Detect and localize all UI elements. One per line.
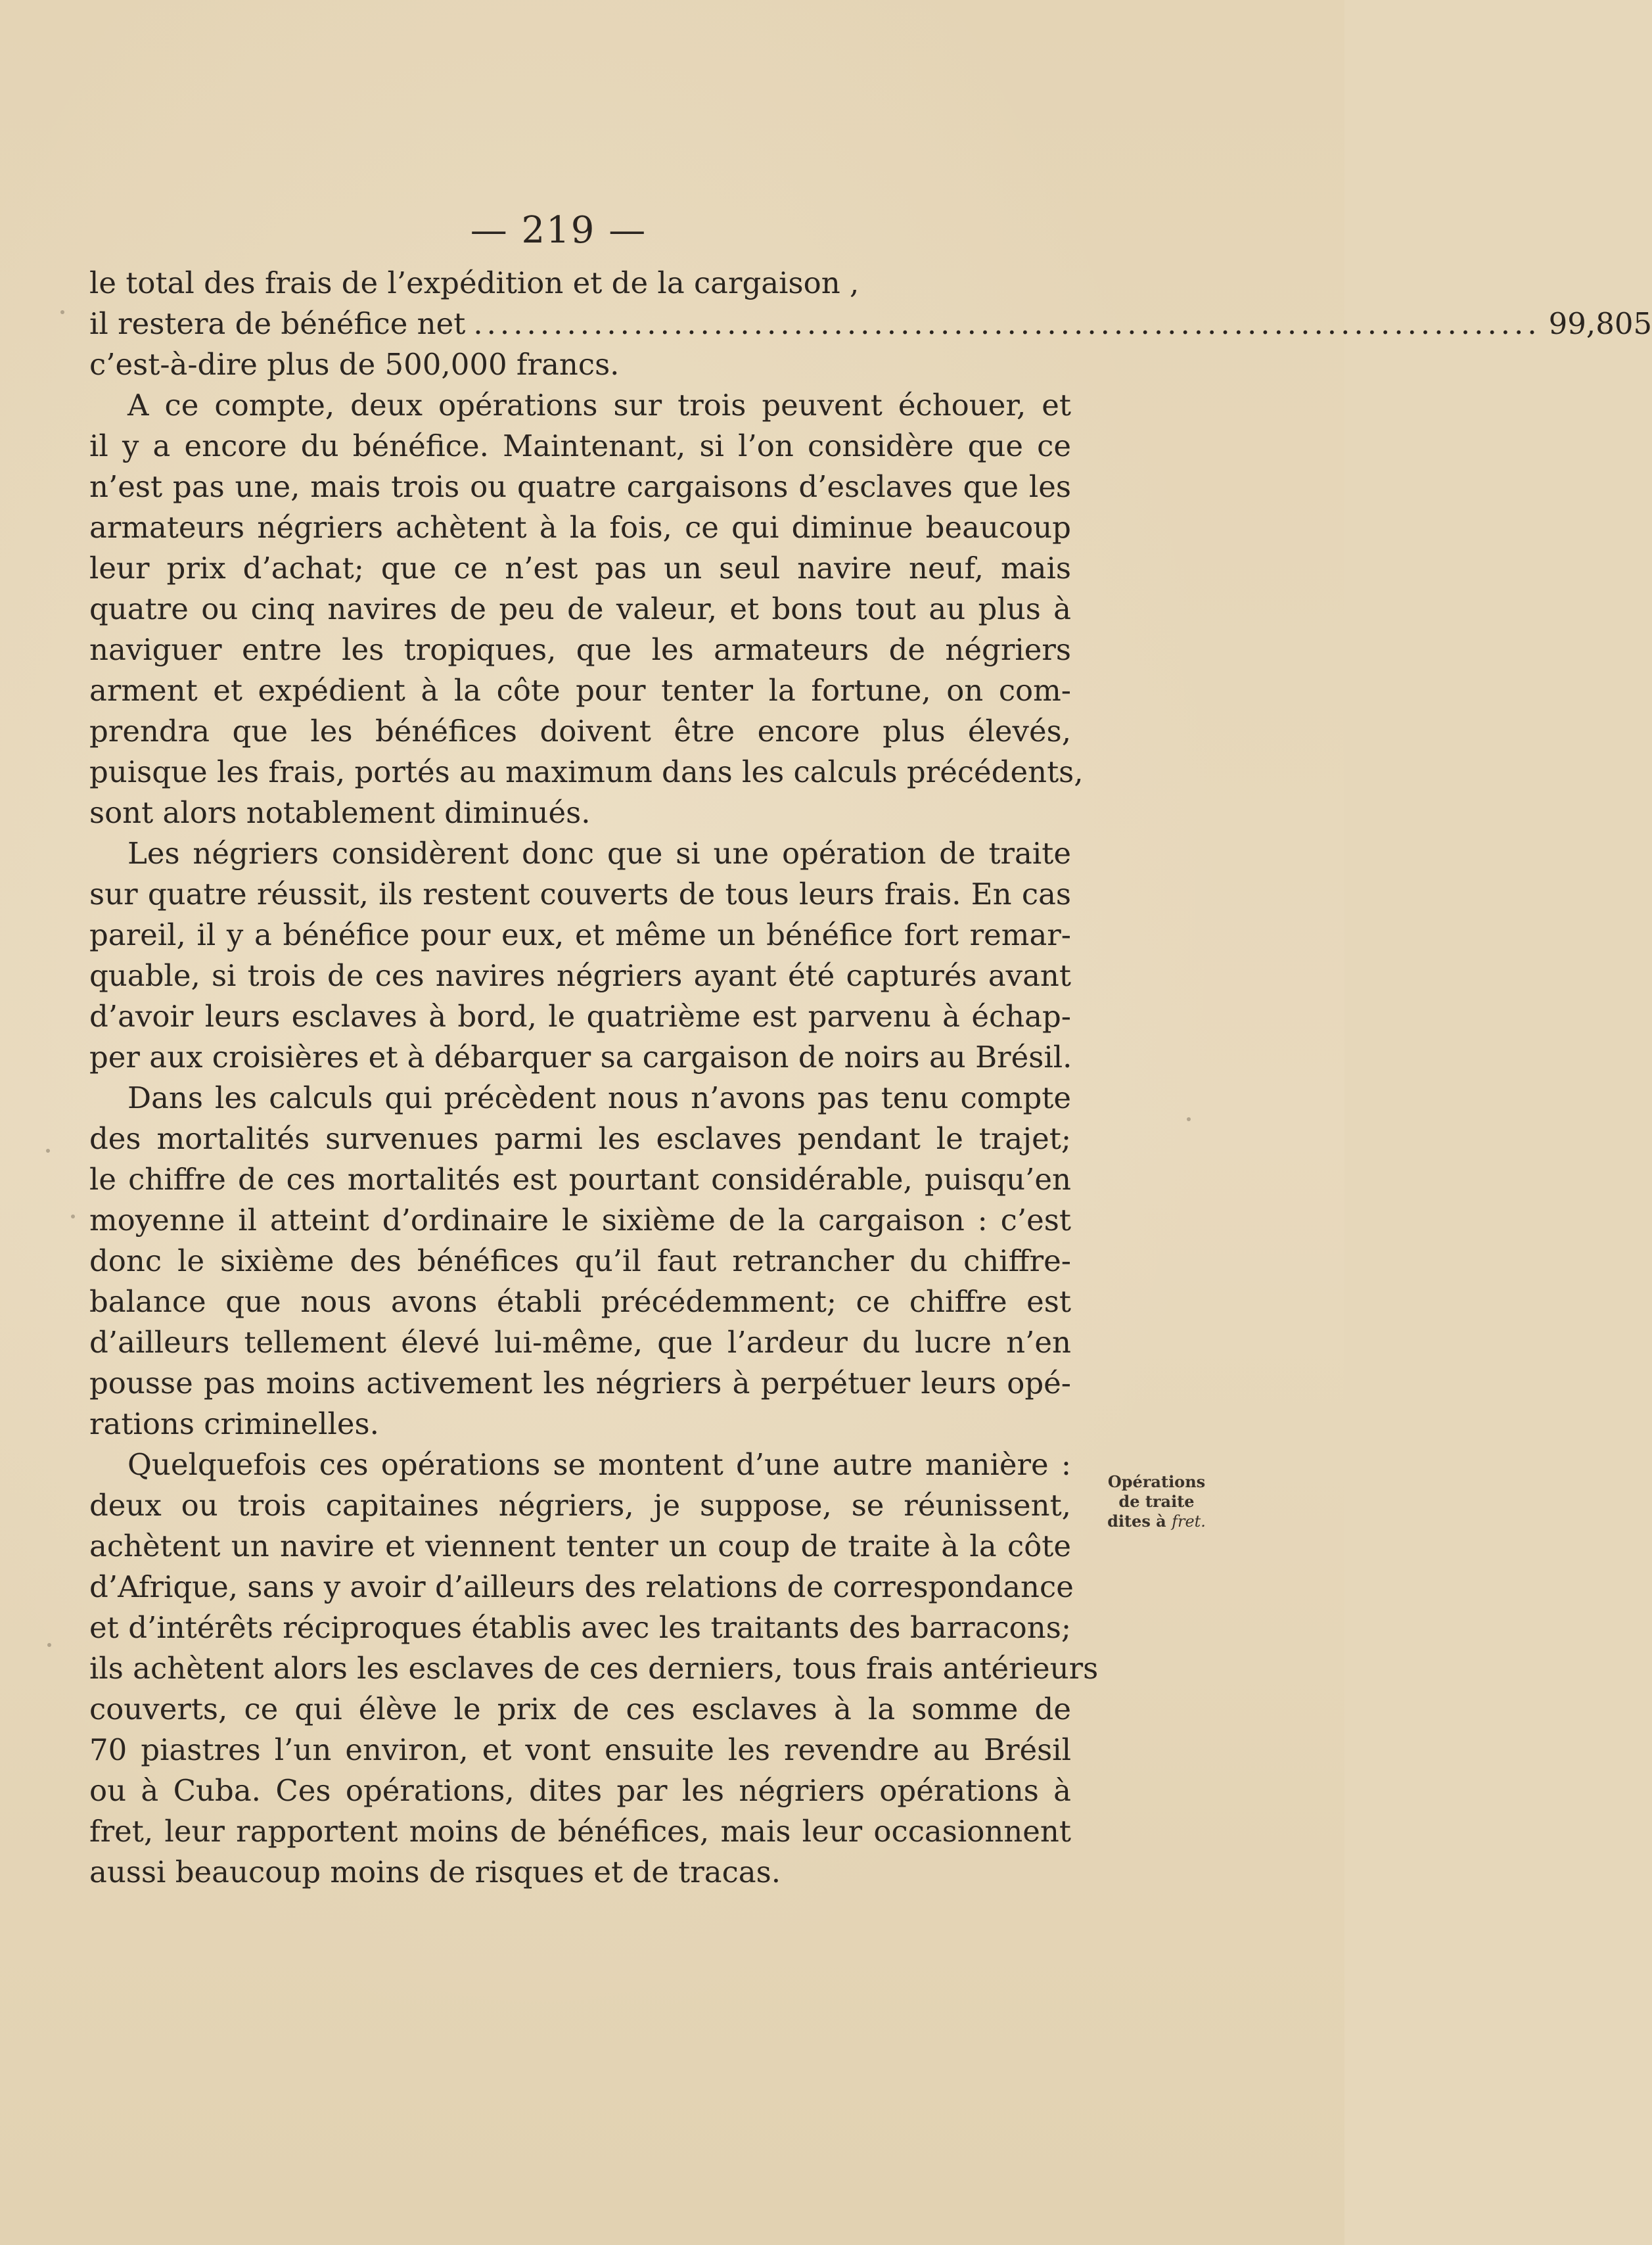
margin-note-line-3-text: dites à [1107,1512,1172,1531]
text-line: n’est pas une, mais trois ou quatre cargaisons d’esclaves que les [89,469,1071,504]
paper-speck [47,1643,51,1647]
dot-leaders: ................................................................................ [473,306,1541,341]
text-line: 70 piastres l’un environ, et vont ensuite les revendre au Brésil [89,1732,1071,1767]
text-line-leader [89,304,1652,344]
text-line: quable, si trois de ces navires négriers ayant été capturés avant [89,958,1071,993]
text-line: d’ailleurs tellement élevé lui-même, que l’ardeur du lucre n’en [89,1325,1071,1360]
text-line: Les négriers considèrent donc que si une opération de traite [127,836,1071,871]
text-line: naviguer entre les tropiques, que les armateurs de négriers [89,632,1071,667]
page-number: — 219 — [470,209,647,252]
text-line: balance que nous avons établi précédemment; ce chiffre est [89,1284,1071,1319]
paper-speck [1187,1117,1191,1121]
text-line: quatre ou cinq navires de peu de valeur, et bons tout au plus à [89,591,1071,626]
text-line: rations criminelles. [89,1406,379,1441]
text-line: couverts, ce qui élève le prix de ces esclaves à la somme de [89,1692,1071,1726]
text-line: d’avoir leurs esclaves à bord, le quatrième est parvenu à échap- [89,999,1071,1034]
text-line: ou à Cuba. Ces opérations, dites par les négriers opérations à [89,1773,1071,1808]
text-line: armateurs négriers achètent à la fois, ce qui diminue beaucoup [89,510,1071,545]
text-line: donc le sixième des bénéfices qu’il faut retrancher du chiffre- [89,1243,1071,1278]
text-line: Quelquefois ces opérations se montent d’une autre manière : [127,1447,1071,1482]
text-line: aussi beaucoup moins de risques et de tracas. [89,1855,781,1889]
text-line: sont alors notablement diminués. [89,795,591,830]
text-line: Dans les calculs qui précèdent nous n’avons pas tenu compte [127,1080,1071,1115]
text-line: le chiffre de ces mortalités est pourtant considérable, puisqu’en [89,1162,1071,1197]
text-line: arment et expédient à la côte pour tenter la fortune, on com- [89,673,1071,708]
text-line: prendra que les bénéfices doivent être encore plus élevés, [89,714,1071,749]
text-line: fret, leur rapportent moins de bénéfices, mais leur occasionnent [89,1814,1071,1849]
paper-speck [46,1149,50,1153]
paper-speck [71,1215,75,1218]
amount-value: 99,805 [1548,306,1652,341]
margin-note-line-1: Opérations [1107,1472,1206,1491]
text-line: achètent un navire et viennent tenter un coup de traite à la côte [89,1529,1071,1563]
text-line: A ce compte, deux opérations sur trois peuvent échouer, et [127,388,1071,423]
text-line: puisque les frais, portés au maximum dans les calculs précédents, [89,754,1084,789]
text-line: d’Afrique, sans y avoir d’ailleurs des relations de correspondance [89,1569,1074,1604]
margin-note-line-3-italic: fret. [1172,1512,1206,1531]
margin-note-line-3 [1091,1512,1222,1531]
text-line: pareil, il y a bénéfice pour eux, et même un bénéfice fort remar- [89,917,1071,952]
text-line: des mortalités survenues parmi les esclaves pendant le trajet; [89,1121,1071,1156]
text-line: deux ou trois capitaines négriers, je suppose, se réunissent, [89,1488,1071,1523]
text-line: ils achètent alors les esclaves de ces derniers, tous frais antérieurs [89,1651,1099,1686]
margin-note-line-2: de traite [1118,1492,1195,1511]
text-line: leur prix d’achat; que ce n’est pas un seul navire neuf, mais [89,551,1071,586]
text-line: il y a encore du bénéfice. Maintenant, si l’on considère que ce [89,428,1071,463]
text-line: per aux croisières et à débarquer sa cargaison de noirs au Brésil. [89,1040,1072,1075]
text-line: sur quatre réussit, ils restent couverts de tous leurs frais. En cas [89,877,1071,912]
text-line: c’est-à-dire plus de 500,000 francs. [89,347,620,382]
text-line: moyenne il atteint d’ordinaire le sixième de la cargaison : c’est [89,1203,1071,1238]
paper-speck [60,310,64,314]
text-line: le total des frais de l’expédition et de la cargaison , [89,266,860,300]
text-line: et d’intérêts réciproques établis avec les traitants des barracons; [89,1610,1071,1645]
line-text: il restera de bénéfice net [89,306,466,341]
margin-note [1091,1472,1222,1531]
text-line: pousse pas moins activement les négriers à perpétuer leurs opé- [89,1366,1071,1400]
